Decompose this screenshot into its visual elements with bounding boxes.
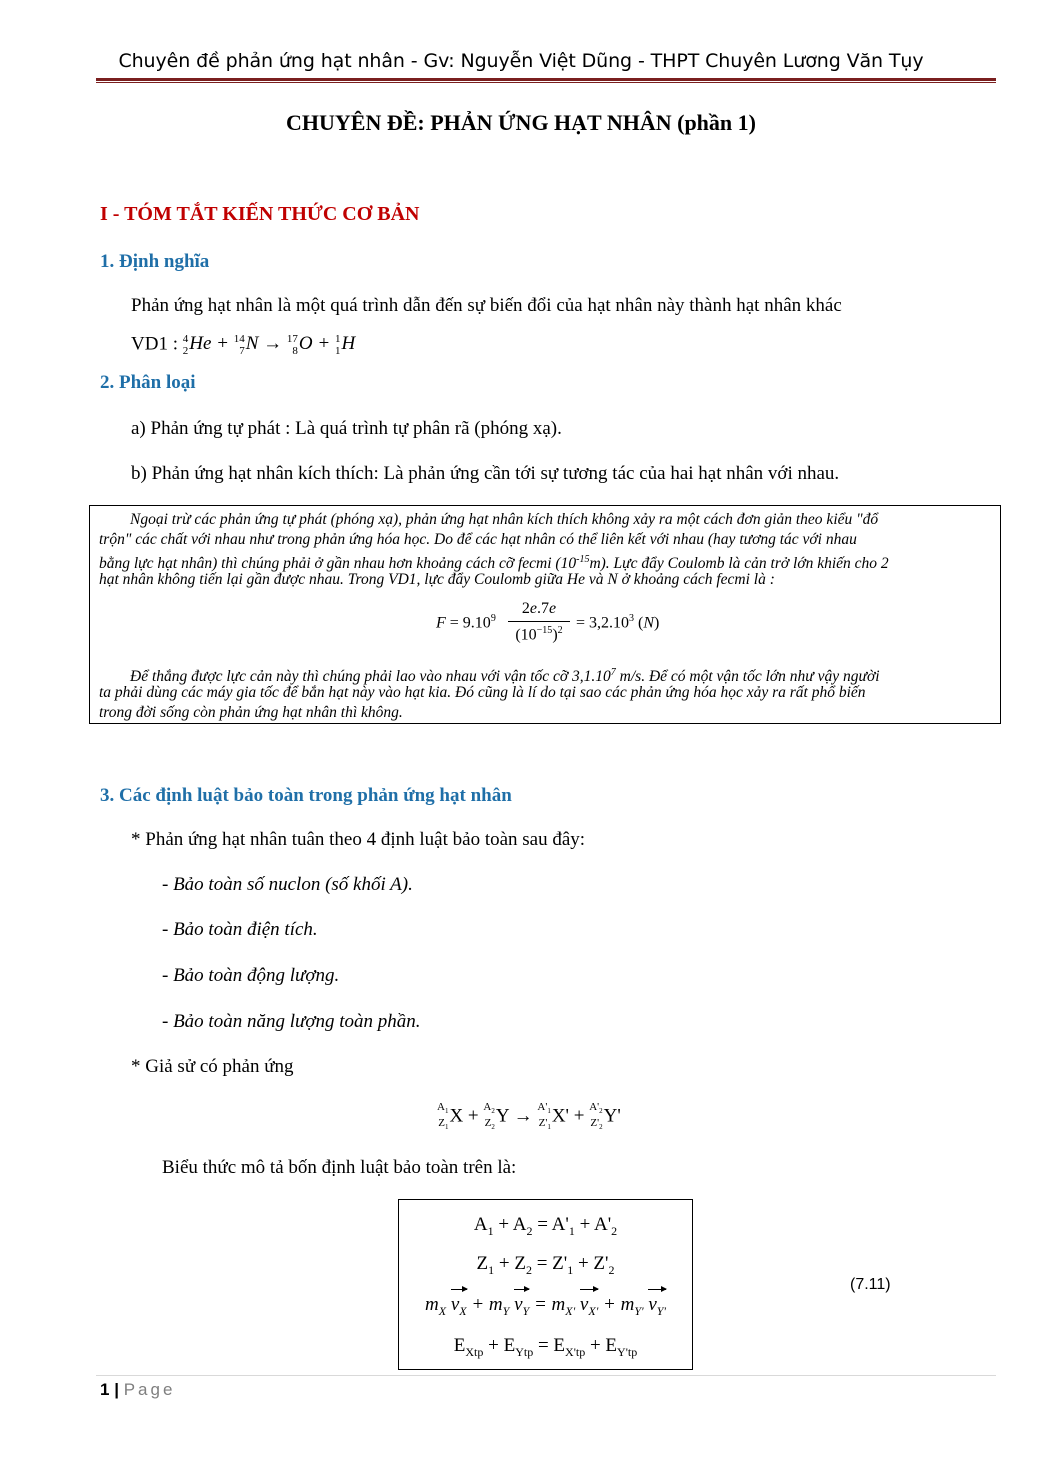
momentum-equation: $m_X$ $v_X + m_Y$ $v_Y = m_{X'}$ $v_{X'} + m_{Y'}$ $v_{Y'}$ bbox=[425, 1294, 666, 1318]
note-line: hạt nhân không tiến lại gần được nhau. Trong VD1, lực đẩy Coulomb giữa He và N ở khoảng cách fecmi là : bbox=[99, 571, 775, 588]
heading-classification: 2. Phân loại bbox=[100, 372, 196, 393]
heading-conservation-laws: 3. Các định luật bảo toàn trong phản ứng hạt nhân bbox=[100, 785, 512, 806]
heading-definition: 1. Định nghĩa bbox=[100, 251, 210, 272]
general-reaction-formula: $A_1$ $Z_1$ X + $A_2$ $Z_2$ Y → $A'_1$ $Z'_1$ X' + $A'_2$ $Z'_2$ Y' bbox=[437, 1101, 621, 1132]
law-item: - Bảo toàn động lượng. bbox=[162, 965, 340, 986]
expression-intro: Biểu thức mô tả bốn định luật bảo toàn trên là: bbox=[162, 1157, 517, 1178]
equation-number: (7.11) bbox=[850, 1276, 891, 1293]
page-header: Chuyên đề phản ứng hạt nhân - Gv: Nguyễn Việt Dũng - THPT Chuyên Lương Văn Tụy bbox=[118, 50, 924, 72]
conservation-equations-box bbox=[398, 1199, 693, 1370]
example-reaction bbox=[131, 333, 355, 357]
mass-number-equation: $A_1 + A_2 = A'_1 + A'_2$ bbox=[473, 1214, 618, 1238]
classify-induced: b) Phản ứng hạt nhân kích thích: Là phản ứng cần tới sự tương tác của hai hạt nhân với nhau. bbox=[131, 463, 840, 484]
note-line: bằng lực hạt nhân) thì chúng phải ở gần nhau hơn khoảng cách cỡ fecmi $(10^{-15}m)$. Lực đẩy Coulomb là cản trở lớn khiến cho 2 bbox=[99, 554, 889, 573]
header-rule bbox=[96, 78, 996, 81]
classify-spontaneous: a) Phản ứng tự phát : Là quá trình tự phân rã (phóng xạ). bbox=[131, 418, 562, 439]
page-number: 1 bbox=[100, 1380, 110, 1399]
note-box: Ngoại trừ các phản ứng tự phát (phóng xạ), phản ứng hạt nhân kích thích không xảy ra một cách đơn giản theo kiểu "đổ trộn" các chất với nhau như trong phản ứng hóa học. Do để các hạt nhân có thể liên kết với nhau (hay tương tác với nhau bằng lực hạt nhân) thì chúng phải ở gần nhau hơn khoảng cách cỡ fecmi $(10^{-15}m)$. Lực đẩy Coulomb là cản trở lớn khiến cho 2 hạt nhân không tiến lại gần được nhau. Trong VD1, lực đẩy Coulomb giữa He và N ở khoảng cách fecmi là : $F = 9.10^9$ 2e.7e $(10^{-15})^2$ = $3,2.10^3$ (N) Để thắng được lực cản này thì chúng phải lao vào nhau với vận tốc cỡ 3,1.10$^7$ m/s. Để có một vận tốc lớn như vậy người ta phải dùng các máy gia tốc để bắn hạt này vào hạt kia. Đó cũng là lí do tại sao các phản ứng hóa học xảy ra rất phổ biến trong đời sống còn phản ứng hạt nhân thì không. bbox=[89, 505, 1001, 724]
page-footer bbox=[100, 1380, 175, 1400]
document-title: CHUYÊN ĐỀ: PHẢN ỨNG HẠT NHÂN (phần 1) bbox=[286, 110, 756, 135]
definition-text: Phản ứng hạt nhân là một quá trình dẫn đến sự biến đổi của hạt nhân này thành hạt nhân khác bbox=[131, 295, 842, 316]
suppose-text: * Giả sử có phản ứng bbox=[131, 1056, 294, 1077]
note-line: ta phải dùng các máy gia tốc để bắn hạt này vào hạt kia. Đó cũng là lí do tại sao các phản ứng hóa học xảy ra rất phổ biến bbox=[99, 684, 866, 701]
header-rule-thin bbox=[96, 82, 996, 83]
law-item: - Bảo toàn điện tích. bbox=[162, 919, 318, 940]
footer-separator: | bbox=[114, 1380, 119, 1399]
note-line: Ngoại trừ các phản ứng tự phát (phóng xạ), phản ứng hạt nhân kích thích không xảy ra một cách đơn giản theo kiểu "đổ bbox=[130, 511, 879, 528]
page-label: Page bbox=[123, 1380, 176, 1399]
charge-equation: $Z_1 + Z_2 = Z'_1 + Z'_2$ bbox=[476, 1253, 615, 1277]
note-line: Để thắng được lực cản này thì chúng phải lao vào nhau với vận tốc cỡ 3,1.10$^7$ m/s. Để có một vận tốc lớn như vậy người bbox=[130, 667, 880, 686]
section-heading-summary: I - TÓM TẮT KIẾN THỨC CƠ BẢN bbox=[100, 203, 420, 225]
example-label: VD1 : bbox=[131, 333, 178, 355]
note-line: trộn" các chất với nhau như trong phản ứng hóa học. Do để các hạt nhân có thể liên kết với nhau (hay tương tác với nhau bbox=[99, 531, 857, 548]
law-item: - Bảo toàn số nuclon (số khối A). bbox=[162, 874, 413, 895]
footer-rule bbox=[96, 1375, 996, 1376]
energy-equation: $E_{Xtp} + E_{Ytp} = E_{X'tp} + E_{Y'tp}$ bbox=[453, 1335, 638, 1359]
laws-intro: * Phản ứng hạt nhân tuân theo 4 định luật bảo toàn sau đây: bbox=[131, 829, 586, 850]
reaction-formula: 4 2 He + 14 7 N → 17 8 O + 1 1 H bbox=[182, 333, 356, 357]
note-line: trong đời sống còn phản ứng hạt nhân thì không. bbox=[99, 704, 403, 721]
law-item: - Bảo toàn năng lượng toàn phần. bbox=[162, 1011, 421, 1032]
